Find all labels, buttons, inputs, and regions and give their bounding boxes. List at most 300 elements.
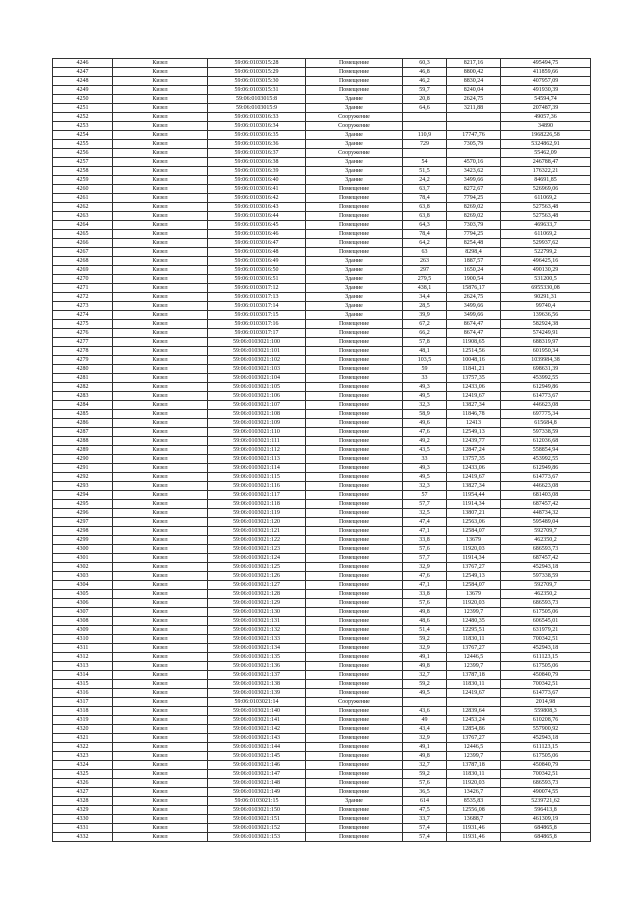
cadastral-number-cell: 59:06:0103016:39 [208, 167, 306, 176]
table-row [53, 743, 591, 752]
table-row [53, 779, 591, 788]
district-cell: Кизел [113, 797, 208, 806]
object-type-cell: Здание [306, 302, 403, 311]
value-cell: 700342,51 [501, 770, 591, 779]
rate-cell: 12549,13 [447, 428, 501, 437]
rate-cell: 8240,04 [447, 86, 501, 95]
area-cell: 438,1 [403, 284, 447, 293]
object-type-cell: Здание [306, 140, 403, 149]
value-cell: 574249,91 [501, 329, 591, 338]
area-cell: 47,4 [403, 518, 447, 527]
table-row [53, 311, 591, 320]
row-number-cell: 4251 [53, 104, 113, 113]
area-cell: 49 [403, 716, 447, 725]
table-row [53, 140, 591, 149]
table-row [53, 320, 591, 329]
district-cell: Кизел [113, 464, 208, 473]
value-cell: 592709,7 [501, 581, 591, 590]
cadastral-number-cell: 59:06:0103016:33 [208, 113, 306, 122]
district-cell: Кизел [113, 167, 208, 176]
table-row [53, 608, 591, 617]
value-cell: 446623,08 [501, 401, 591, 410]
row-number-cell: 4261 [53, 194, 113, 203]
district-cell: Кизел [113, 806, 208, 815]
rate-cell: 8800,42 [447, 68, 501, 77]
table-row [53, 824, 591, 833]
district-cell: Кизел [113, 662, 208, 671]
district-cell: Кизел [113, 761, 208, 770]
rate-cell: 12399,7 [447, 662, 501, 671]
rate-cell: 11830,11 [447, 680, 501, 689]
rate-cell: 12413 [447, 419, 501, 428]
table-row [53, 437, 591, 446]
object-type-cell: Помещение [306, 806, 403, 815]
value-cell: 55462,09 [501, 149, 591, 158]
value-cell: 597338,59 [501, 428, 591, 437]
rate-cell: 2624,75 [447, 293, 501, 302]
object-type-cell: Помещение [306, 527, 403, 536]
value-cell: 490074,55 [501, 788, 591, 797]
object-type-cell: Здание [306, 104, 403, 113]
rate-cell: 13767,27 [447, 563, 501, 572]
object-type-cell: Сооружение [306, 113, 403, 122]
value-cell: 469633,7 [501, 221, 591, 230]
row-number-cell: 4288 [53, 437, 113, 446]
cadastral-number-cell: 59:06:0103017:14 [208, 302, 306, 311]
row-number-cell: 4273 [53, 302, 113, 311]
row-number-cell: 4271 [53, 284, 113, 293]
district-cell: Кизел [113, 383, 208, 392]
area-cell: 57,4 [403, 833, 447, 842]
cadastral-number-cell: 59:06:0103021:106 [208, 392, 306, 401]
row-number-cell: 4293 [53, 482, 113, 491]
area-cell: 59,2 [403, 635, 447, 644]
value-cell: 1039984,38 [501, 356, 591, 365]
district-cell: Кизел [113, 707, 208, 716]
object-type-cell: Помещение [306, 680, 403, 689]
table-row [53, 815, 591, 824]
object-type-cell: Помещение [306, 419, 403, 428]
rate-cell: 12446,5 [447, 743, 501, 752]
area-cell: 34,4 [403, 293, 447, 302]
row-number-cell: 4298 [53, 527, 113, 536]
area-cell: 64,6 [403, 104, 447, 113]
cadastral-number-cell: 59:06:0103017:15 [208, 311, 306, 320]
district-cell: Кизел [113, 743, 208, 752]
table-body [53, 59, 591, 842]
cadastral-number-cell: 59:06:0103021:128 [208, 590, 306, 599]
area-cell: 297 [403, 266, 447, 275]
object-type-cell: Помещение [306, 383, 403, 392]
value-cell: 681403,08 [501, 491, 591, 500]
object-type-cell: Помещение [306, 590, 403, 599]
row-number-cell: 4285 [53, 410, 113, 419]
row-number-cell: 4292 [53, 473, 113, 482]
value-cell: 684865,8 [501, 824, 591, 833]
district-cell: Кизел [113, 500, 208, 509]
value-cell: 462350,2 [501, 590, 591, 599]
row-number-cell: 4284 [53, 401, 113, 410]
area-cell: 78,4 [403, 230, 447, 239]
cadastral-number-cell: 59:06:0103021:129 [208, 599, 306, 608]
district-cell: Кизел [113, 131, 208, 140]
cadastral-number-cell: 59:06:0103021:149 [208, 788, 306, 797]
area-cell: 20,8 [403, 95, 447, 104]
cadastral-number-cell: 59:06:0103016:40 [208, 176, 306, 185]
cadastral-number-cell: 59:06:0103016:35 [208, 131, 306, 140]
object-type-cell: Помещение [306, 725, 403, 734]
rate-cell: 12480,35 [447, 617, 501, 626]
cadastral-number-cell: 59:06:0103015:29 [208, 68, 306, 77]
district-cell: Кизел [113, 113, 208, 122]
row-number-cell: 4290 [53, 455, 113, 464]
object-type-cell: Сооружение [306, 122, 403, 131]
object-type-cell: Помещение [306, 401, 403, 410]
value-cell: 558854,94 [501, 446, 591, 455]
area-cell: 103,5 [403, 356, 447, 365]
district-cell: Кизел [113, 419, 208, 428]
object-type-cell: Здание [306, 176, 403, 185]
row-number-cell: 4304 [53, 581, 113, 590]
object-type-cell: Помещение [306, 365, 403, 374]
district-cell: Кизел [113, 635, 208, 644]
value-cell: 611123,15 [501, 653, 591, 662]
rate-cell: 11830,11 [447, 635, 501, 644]
cadastral-number-cell: 59:06:0103021:117 [208, 491, 306, 500]
district-cell: Кизел [113, 554, 208, 563]
area-cell: 57,7 [403, 554, 447, 563]
rate-cell: 11920,03 [447, 779, 501, 788]
row-number-cell: 4281 [53, 374, 113, 383]
table-row [53, 365, 591, 374]
table-row [53, 401, 591, 410]
district-cell: Кизел [113, 95, 208, 104]
area-cell: 48,1 [403, 347, 447, 356]
row-number-cell: 4329 [53, 806, 113, 815]
value-cell: 411859,66 [501, 68, 591, 77]
rate-cell: 3499,66 [447, 176, 501, 185]
cadastral-number-cell: 59:06:0103016:43 [208, 203, 306, 212]
object-type-cell: Сооружение [306, 698, 403, 707]
area-cell: 58,9 [403, 410, 447, 419]
area-cell: 48,6 [403, 617, 447, 626]
district-cell: Кизел [113, 221, 208, 230]
object-type-cell: Здание [306, 275, 403, 284]
cadastral-number-cell: 59:06:0103021:103 [208, 365, 306, 374]
value-cell: 612036,68 [501, 437, 591, 446]
area-cell: 24,2 [403, 176, 447, 185]
district-cell: Кизел [113, 536, 208, 545]
value-cell: 614773,67 [501, 392, 591, 401]
cadastral-number-cell: 59:06:0103021:152 [208, 824, 306, 833]
object-type-cell: Помещение [306, 356, 403, 365]
cadastral-number-cell: 59:06:0103021:109 [208, 419, 306, 428]
value-cell: 407957,09 [501, 77, 591, 86]
table-row [53, 653, 591, 662]
cadastral-number-cell: 59:06:0103016:44 [208, 212, 306, 221]
cadastral-number-cell: 59:06:0103021:141 [208, 716, 306, 725]
area-cell: 59 [403, 365, 447, 374]
value-cell: 452943,18 [501, 734, 591, 743]
rate-cell: 17747,76 [447, 131, 501, 140]
object-type-cell: Здание [306, 311, 403, 320]
district-cell: Кизел [113, 437, 208, 446]
rate-cell: 13426,7 [447, 788, 501, 797]
district-cell: Кизел [113, 284, 208, 293]
area-cell: 47,1 [403, 527, 447, 536]
district-cell: Кизел [113, 518, 208, 527]
object-type-cell: Помещение [306, 221, 403, 230]
area-cell: 36,5 [403, 788, 447, 797]
object-type-cell: Помещение [306, 671, 403, 680]
object-type-cell: Помещение [306, 464, 403, 473]
rate-cell: 8272,67 [447, 185, 501, 194]
row-number-cell: 4322 [53, 743, 113, 752]
object-type-cell: Помещение [306, 707, 403, 716]
area-cell: 49,3 [403, 464, 447, 473]
value-cell: 686593,73 [501, 599, 591, 608]
row-number-cell: 4267 [53, 248, 113, 257]
table-row [53, 527, 591, 536]
object-type-cell: Помещение [306, 599, 403, 608]
rate-cell: 7794,25 [447, 194, 501, 203]
table-row [53, 356, 591, 365]
row-number-cell: 4258 [53, 167, 113, 176]
cadastral-number-cell: 59:06:0103021:112 [208, 446, 306, 455]
rate-cell: 13757,35 [447, 374, 501, 383]
area-cell: 28,5 [403, 302, 447, 311]
area-cell: 64,3 [403, 221, 447, 230]
district-cell: Кизел [113, 608, 208, 617]
rate-cell: 3211,88 [447, 104, 501, 113]
value-cell: 90291,31 [501, 293, 591, 302]
row-number-cell: 4314 [53, 671, 113, 680]
cadastral-number-cell: 59:06:0103015:8 [208, 95, 306, 104]
row-number-cell: 4263 [53, 212, 113, 221]
cadastral-number-cell: 59:06:0103021:15 [208, 797, 306, 806]
area-cell: 60,3 [403, 59, 447, 68]
row-number-cell: 4331 [53, 824, 113, 833]
rate-cell: 12453,24 [447, 716, 501, 725]
district-cell: Кизел [113, 455, 208, 464]
table-row [53, 698, 591, 707]
cadastral-number-cell: 59:06:0103021:144 [208, 743, 306, 752]
district-cell: Кизел [113, 572, 208, 581]
district-cell: Кизел [113, 122, 208, 131]
table-row [53, 158, 591, 167]
value-cell: 529937,62 [501, 239, 591, 248]
area-cell: 57 [403, 491, 447, 500]
cadastral-number-cell: 59:06:0103021:147 [208, 770, 306, 779]
rate-cell: 13679 [447, 536, 501, 545]
district-cell: Кизел [113, 158, 208, 167]
value-cell: 700342,51 [501, 635, 591, 644]
value-cell: 611069,2 [501, 194, 591, 203]
cadastral-number-cell: 59:06:0103021:107 [208, 401, 306, 410]
district-cell: Кизел [113, 59, 208, 68]
row-number-cell: 4308 [53, 617, 113, 626]
cadastral-number-cell: 59:06:0103021:100 [208, 338, 306, 347]
value-cell: 99740,4 [501, 302, 591, 311]
area-cell: 49,8 [403, 662, 447, 671]
table-row [53, 464, 591, 473]
cadastral-number-cell: 59:06:0103017:16 [208, 320, 306, 329]
value-cell: 557900,92 [501, 725, 591, 734]
cadastral-number-cell: 59:06:0103016:49 [208, 257, 306, 266]
value-cell: 700342,51 [501, 680, 591, 689]
object-type-cell: Помещение [306, 185, 403, 194]
row-number-cell: 4319 [53, 716, 113, 725]
table-row [53, 833, 591, 842]
value-cell: 531200,5 [501, 275, 591, 284]
rate-cell: 8269,02 [447, 212, 501, 221]
table-row [53, 797, 591, 806]
district-cell: Кизел [113, 77, 208, 86]
rate-cell: 1900,54 [447, 275, 501, 284]
district-cell: Кизел [113, 68, 208, 77]
area-cell: 78,4 [403, 194, 447, 203]
object-type-cell: Здание [306, 95, 403, 104]
rate-cell: 13767,27 [447, 734, 501, 743]
area-cell: 614 [403, 797, 447, 806]
area-cell: 279,5 [403, 275, 447, 284]
row-number-cell: 4248 [53, 77, 113, 86]
object-type-cell: Помещение [306, 473, 403, 482]
row-number-cell: 4262 [53, 203, 113, 212]
area-cell [403, 149, 447, 158]
rate-cell: 12439,77 [447, 437, 501, 446]
object-type-cell: Помещение [306, 689, 403, 698]
district-cell: Кизел [113, 86, 208, 95]
value-cell: 592709,7 [501, 527, 591, 536]
cadastral-number-cell: 59:06:0103021:104 [208, 374, 306, 383]
table-row [53, 536, 591, 545]
rate-cell [447, 122, 501, 131]
table-row [53, 230, 591, 239]
value-cell: 453992,55 [501, 374, 591, 383]
value-cell: 615684,8 [501, 419, 591, 428]
district-cell: Кизел [113, 482, 208, 491]
district-cell: Кизел [113, 833, 208, 842]
district-cell: Кизел [113, 257, 208, 266]
object-type-cell: Здание [306, 131, 403, 140]
cadastral-number-cell: 59:06:0103021:131 [208, 617, 306, 626]
rate-cell: 12433,06 [447, 383, 501, 392]
rate-cell: 11931,46 [447, 824, 501, 833]
district-cell: Кизел [113, 356, 208, 365]
row-number-cell: 4321 [53, 734, 113, 743]
cadastral-number-cell: 59:06:0103021:135 [208, 653, 306, 662]
row-number-cell: 4315 [53, 680, 113, 689]
cadastral-number-cell: 59:06:0103016:37 [208, 149, 306, 158]
row-number-cell: 4297 [53, 518, 113, 527]
value-cell: 595489,04 [501, 518, 591, 527]
object-type-cell: Помещение [306, 437, 403, 446]
table-row [53, 491, 591, 500]
rate-cell: 3499,66 [447, 311, 501, 320]
area-cell: 32,7 [403, 671, 447, 680]
district-cell: Кизел [113, 734, 208, 743]
table-row [53, 392, 591, 401]
area-cell: 49,8 [403, 608, 447, 617]
area-cell: 51,4 [403, 626, 447, 635]
row-number-cell: 4326 [53, 779, 113, 788]
object-type-cell: Помещение [306, 329, 403, 338]
district-cell: Кизел [113, 401, 208, 410]
object-type-cell: Здание [306, 257, 403, 266]
cadastral-number-cell: 59:06:0103021:120 [208, 518, 306, 527]
row-number-cell: 4259 [53, 176, 113, 185]
area-cell: 63,8 [403, 212, 447, 221]
row-number-cell: 4291 [53, 464, 113, 473]
rate-cell: 3423,62 [447, 167, 501, 176]
rate-cell: 11846,78 [447, 410, 501, 419]
object-type-cell: Здание [306, 797, 403, 806]
rate-cell: 12584,07 [447, 527, 501, 536]
cadastral-number-cell: 59:06:0103021:132 [208, 626, 306, 635]
value-cell: 84691,85 [501, 176, 591, 185]
row-number-cell: 4270 [53, 275, 113, 284]
row-number-cell: 4276 [53, 329, 113, 338]
row-number-cell: 4282 [53, 383, 113, 392]
value-cell: 54594,74 [501, 95, 591, 104]
value-cell: 49057,36 [501, 113, 591, 122]
table-row [53, 671, 591, 680]
area-cell: 57,6 [403, 599, 447, 608]
object-type-cell: Здание [306, 293, 403, 302]
table-row [53, 635, 591, 644]
cadastral-number-cell: 59:06:0103021:148 [208, 779, 306, 788]
table-row [53, 617, 591, 626]
object-type-cell: Помещение [306, 320, 403, 329]
cadastral-number-cell: 59:06:0103021:114 [208, 464, 306, 473]
area-cell: 47,6 [403, 572, 447, 581]
table-row [53, 338, 591, 347]
cadastral-number-cell: 59:06:0103021:121 [208, 527, 306, 536]
rate-cell: 12514,56 [447, 347, 501, 356]
district-cell: Кизел [113, 176, 208, 185]
rate-cell: 11920,03 [447, 545, 501, 554]
district-cell: Кизел [113, 446, 208, 455]
table-row [53, 752, 591, 761]
value-cell: 527563,48 [501, 212, 591, 221]
cadastral-number-cell: 59:06:0103021:116 [208, 482, 306, 491]
cadastral-number-cell: 59:06:0103016:42 [208, 194, 306, 203]
object-type-cell: Помещение [306, 635, 403, 644]
object-type-cell: Помещение [306, 563, 403, 572]
district-cell: Кизел [113, 590, 208, 599]
rate-cell: 7794,25 [447, 230, 501, 239]
row-number-cell: 4280 [53, 365, 113, 374]
district-cell: Кизел [113, 752, 208, 761]
value-cell: 610208,76 [501, 716, 591, 725]
object-type-cell: Помещение [306, 500, 403, 509]
area-cell: 63,7 [403, 185, 447, 194]
area-cell: 33 [403, 455, 447, 464]
cadastral-number-cell: 59:06:0103021:126 [208, 572, 306, 581]
value-cell: 698631,39 [501, 365, 591, 374]
table-row [53, 59, 591, 68]
value-cell: 246788,47 [501, 158, 591, 167]
row-number-cell: 4250 [53, 95, 113, 104]
rate-cell: 3499,66 [447, 302, 501, 311]
rate-cell: 13767,27 [447, 644, 501, 653]
rate-cell: 11914,34 [447, 554, 501, 563]
district-cell: Кизел [113, 365, 208, 374]
object-type-cell: Здание [306, 167, 403, 176]
row-number-cell: 4254 [53, 131, 113, 140]
cadastral-number-cell: 59:06:0103021:110 [208, 428, 306, 437]
